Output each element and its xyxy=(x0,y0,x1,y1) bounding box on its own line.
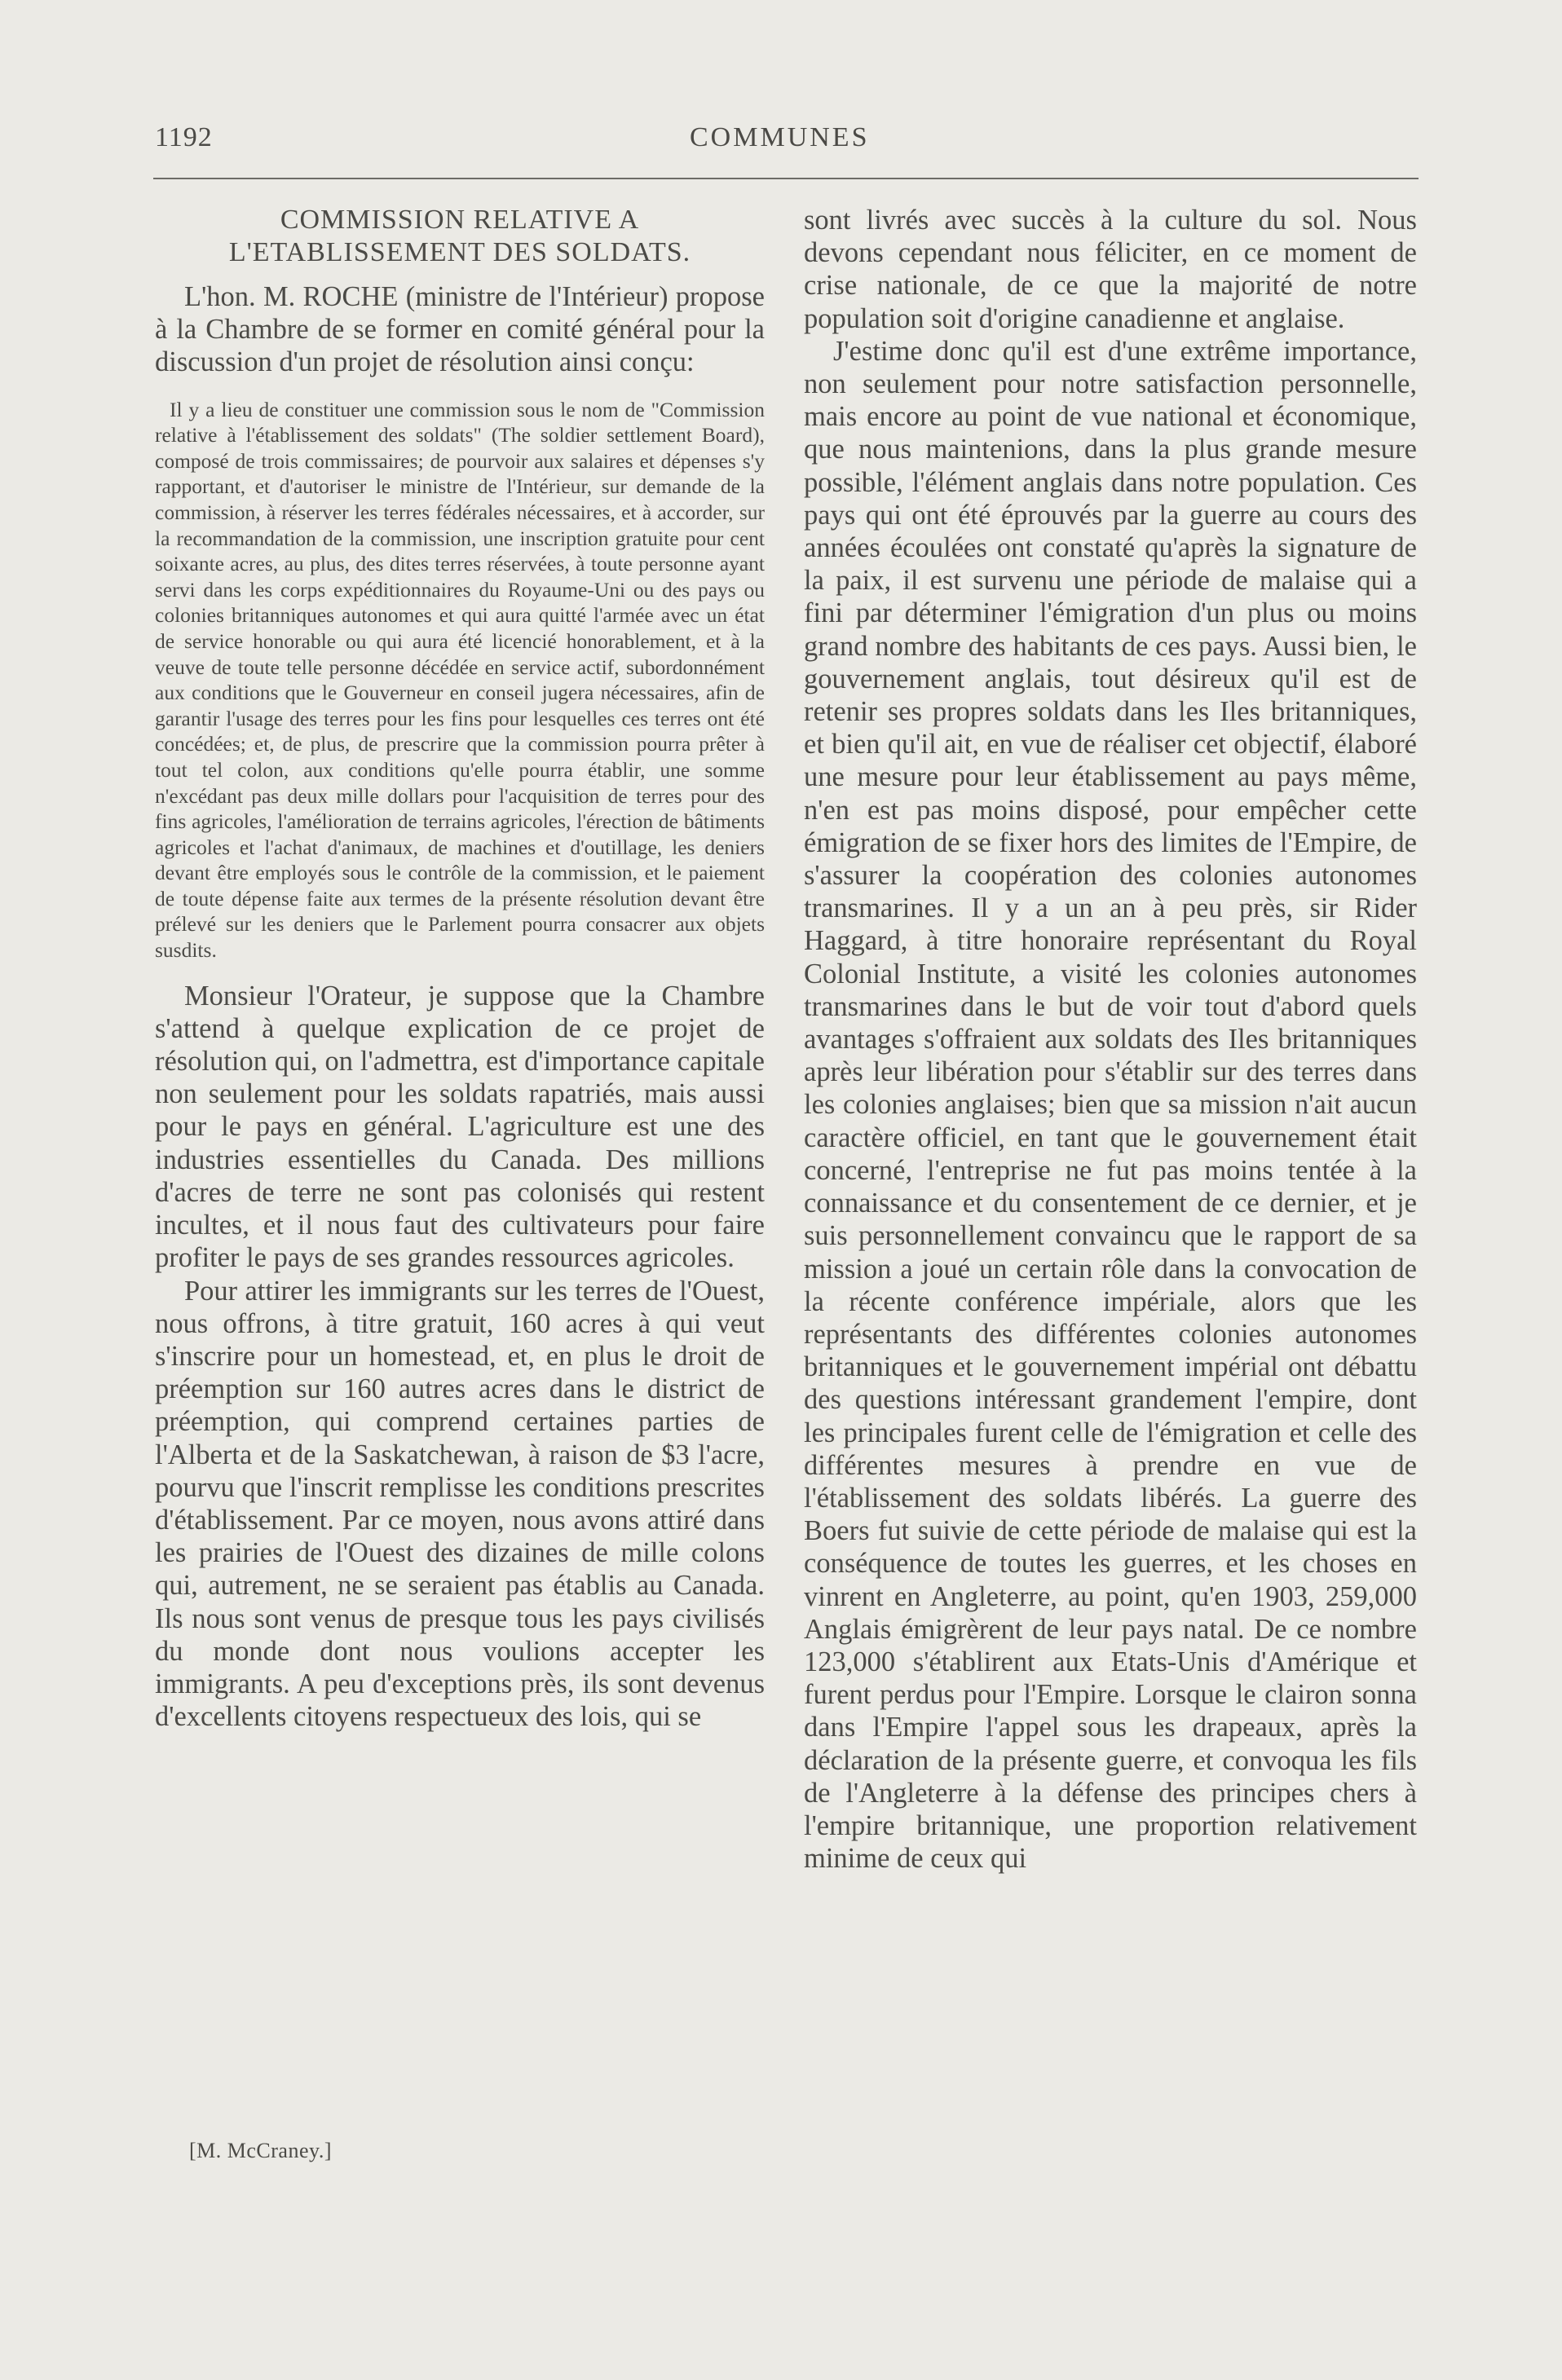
speaker-footnote: [M. McCraney.] xyxy=(189,2139,332,2162)
body-paragraph: sont livrés avec succès à la culture du sol. Nous devons cependant nous féliciter, en ce moment de crise nationale, de ce que la majorité de notre population soit d'origine canadienne et anglaise. xyxy=(804,205,1417,334)
right-column xyxy=(804,204,1417,1875)
body-paragraph: Pour attirer les immigrants sur les terres de l'Ouest, nous offrons, à titre gratuit, 160 acres à qui veut s'inscrire pour un homestead, et, en plus le droit de préemption sur 160 autres acres dans le district de préemption, qui comprend certaines parties de l'Alberta et de la Saskatchewan, à raison de $3 l'acre, pourvu que l'inscrit remplisse les conditions prescrites d'établissement. Par ce moyen, nous avons attiré dans les prairies de l'Ouest des dizaines de mille colons qui, autrement, ne se seraient pas établis au Canada. Ils nous sont venus de presque tous les pays civilisés du monde dont nous voulions accepter les immigrants. A peu d'exceptions près, ils sont devenus d'excellents citoyens respectueux des lois, qui se xyxy=(155,1275,765,1733)
running-head: COMMUNES xyxy=(690,122,870,152)
body-paragraph: J'estime donc qu'il est d'une extrême importance, non seulement pour notre satisfaction personnelle, mais encore au point de vue national et économique, que nous maintenions, dans la plus grande mesure possible, l'élément anglais dans notre population. Ces pays qui ont été éprouvés par la guerre au cours des années écoulées ont constaté qu'après la signature de la paix, il est survenu une période de malaise qui a fini par déterminer l'émigration d'un plus ou moins grand nombre des habitants de ces pays. Aussi bien, le gouvernement anglais, tout désireux qu'il est de retenir ses propres soldats dans les Iles britanniques, et bien qu'il ait, en vue de réaliser cet objectif, élaboré une mesure pour leur établissement au pays même, n'en est pas moins disposé, pour empêcher cette émigration de se fixer hors des limites de l'Empire, de s'assurer la coopération des colonies autonomes transmarines. Il y a un an à peu près, sir Rider Haggard, à titre honoraire représentant du Royal Colonial Institute, a visité les colonies autonomes transmarines dans le but de voir tout d'abord quels avantages s'offraient aux soldats des Iles britanniques après leur libération pour s'établir sur des terres dans les colonies anglaises; bien que sa mission n'ait aucun caractère officiel, en tant que le gouvernement était concerné, l'entreprise ne fut pas moins tentée à la connaissance et du consentement de ce dernier, et je suis personnellement convaincu que le rapport de sa mission a joué un certain rôle dans la convocation de la récente conférence impériale, alors que les représentants des différentes colonies autonomes britanniques et le gouvernement impérial ont débattu des questions intéressant grandement l'empire, dont les principales furent celle de l'émigration et celle des différentes mesures à prendre en vue de l'établissement des soldats libérés. La guerre des Boers fut suivie de cette période de malaise qui est la conséquence de toutes les guerres, et les choses en vinrent en Angleterre, au point, qu'en 1903, 259,000 Anglais émigrèrent de leur pays natal. De ce nombre 123,000 s'établirent aux Etats-Unis d'Amérique et furent perdus pour l'Empire. Lorsque le clairon sonna dans l'Empire l'appel sous les drapeaux, après la déclaration de la présente guerre, et convoqua les fils de l'Angleterre à la défense des principes chers à l'empire britannique, une proportion relativement minime de ceux qui xyxy=(804,335,1417,1875)
section-title: COMMISSION RELATIVE A L'ETABLISSEMENT DES SOLDATS. xyxy=(228,205,691,267)
body-paragraph: Monsieur l'Orateur, je suppose que la Chambre s'attend à quelque explication de ce projet de résolution qui, on l'admettra, est d'importance capitale non seulement pour les soldats rapatriés, mais aussi pour le pays en général. L'agriculture est une des industries essentielles du Canada. Des millions d'acres de terre ne sont pas colonisés qui restent incultes, et il nous faut des cultivateurs pour faire profiter le pays de ses grandes ressources agricoles. xyxy=(155,980,765,1274)
intro-paragraph: L'hon. M. ROCHE (ministre de l'Intérieur) propose à la Chambre de se former en comité général pour la discussion d'un projet de résolution ainsi conçu: xyxy=(155,281,765,378)
header-rule xyxy=(153,178,1419,179)
resolution-text: Il y a lieu de constituer une commission sous le nom de "Commission relative à l'établissement des soldats" (The soldier settlement Board), composé de trois commissaires; de pourvoir aux salaires et dépenses s'y rapportant, et d'autoriser le ministre de l'Intérieur, sur demande de la commission, à réserver les terres fédérales nécessaires, et à accorder, sur la recommandation de la commission, une inscription gratuite pour cent soixante acres, au plus, des dites terres réservées, à toute personne ayant servi dans les corps expéditionnaires du Royaume-Uni ou des pays ou colonies britanniques autonomes et qui aura quitté l'armée avec un état de service honorable ou qui aura été licencié honorablement, et à la veuve de toute telle personne décédée en service actif, subordonnément aux conditions que le Gouverneur en conseil jugera nécessaires, afin de garantir l'usage des terres pour les fins pour lesquelles ces terres ont été concédées; et, de plus, de prescrire que la commission pourra prêter à tout tel colon, aux conditions qu'elle pourra établir, une somme n'excédant pas deux mille dollars pour l'acquisition de terres pour des fins agricoles, l'amélioration de terrains agricoles, l'érection de bâtiments agricoles et l'achat d'animaux, de machines et d'outillage, les deniers devant être employés sous le contrôle de la commission, et le paiement de toute dépense faite aux termes de la présente résolution devant être prélevé sur les deniers que le Parlement pourra consacrer aux objets susdits. xyxy=(155,397,765,963)
page-number: 1192 xyxy=(155,122,213,152)
left-column xyxy=(155,204,765,1733)
